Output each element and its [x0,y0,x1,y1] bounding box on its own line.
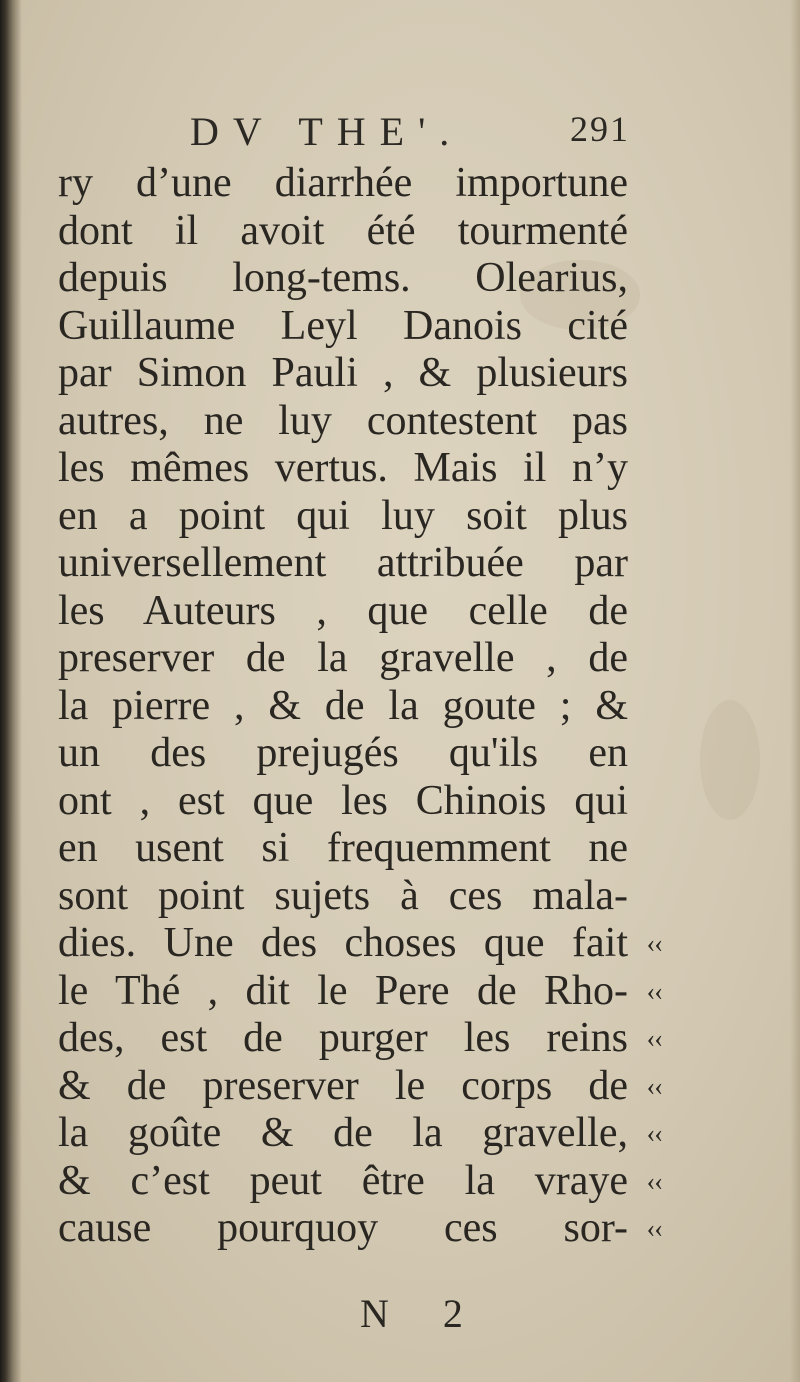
text-line: & de preserver le corps de ‹‹ [58,1062,662,1109]
quotation-mark: ‹‹ [646,1119,662,1148]
text-line: & c’est peut être la vraye ‹‹ [58,1157,662,1204]
text-line: la goûte & de la gravelle, ‹‹ [58,1110,662,1156]
text-line: universellement attribuée par [58,540,628,586]
text-line: Guillaume Leyl Danois cité [58,302,628,349]
text-line: la pierre , & de la goute ; & [58,682,628,729]
text-line: des, est de purger les reins ‹‹ [58,1015,662,1061]
quotation-mark: ‹‹ [646,1024,662,1053]
text-line: le Thé , dit le Pere de Rho- ‹‹ [58,967,662,1014]
page-edge [790,0,800,1382]
text-line: depuis long-tems. Olearius, [58,255,628,301]
page-number: 291 [570,109,630,149]
text-line: les Auteurs , que celle de [58,587,628,634]
book-spine-shadow [0,0,22,1382]
text-line: en usent si frequemment ne [58,825,628,871]
body-text [58,160,662,1253]
text-line: un des prejugés qu'ils en [58,730,628,776]
text-line: autres, ne luy contestent pas [58,397,628,444]
quotation-mark: ‹‹ [646,1214,662,1243]
text-line: dont il avoit été tourmenté [58,207,628,254]
text-line: en a point qui luy soit plus [58,492,628,539]
text-line: par Simon Pauli , & plusieurs [58,350,628,396]
text-line: sont point sujets à ces mala- [58,872,628,919]
quotation-mark: ‹‹ [646,976,662,1006]
quotation-mark: ‹‹ [646,1071,662,1101]
text-line: ry d’une diarrhée importune [58,160,628,206]
text-line: dies. Une des choses que fait ‹‹ [58,920,662,966]
running-title: DV THE'. [190,109,464,154]
text-line: preserver de la gravelle , de [58,635,628,681]
quotation-mark: ‹‹ [646,1166,662,1196]
text-line: ont , est que les Chinois qui [58,777,628,824]
catchword-signature: N 2 [360,1291,485,1336]
paper-stain [700,700,760,820]
text-line: les mêmes vertus. Mais il n’y [58,445,628,491]
running-header [190,108,630,158]
quotation-mark: ‹‹ [646,929,662,958]
text-line: cause pourquoy ces sor- ‹‹ [58,1205,662,1251]
